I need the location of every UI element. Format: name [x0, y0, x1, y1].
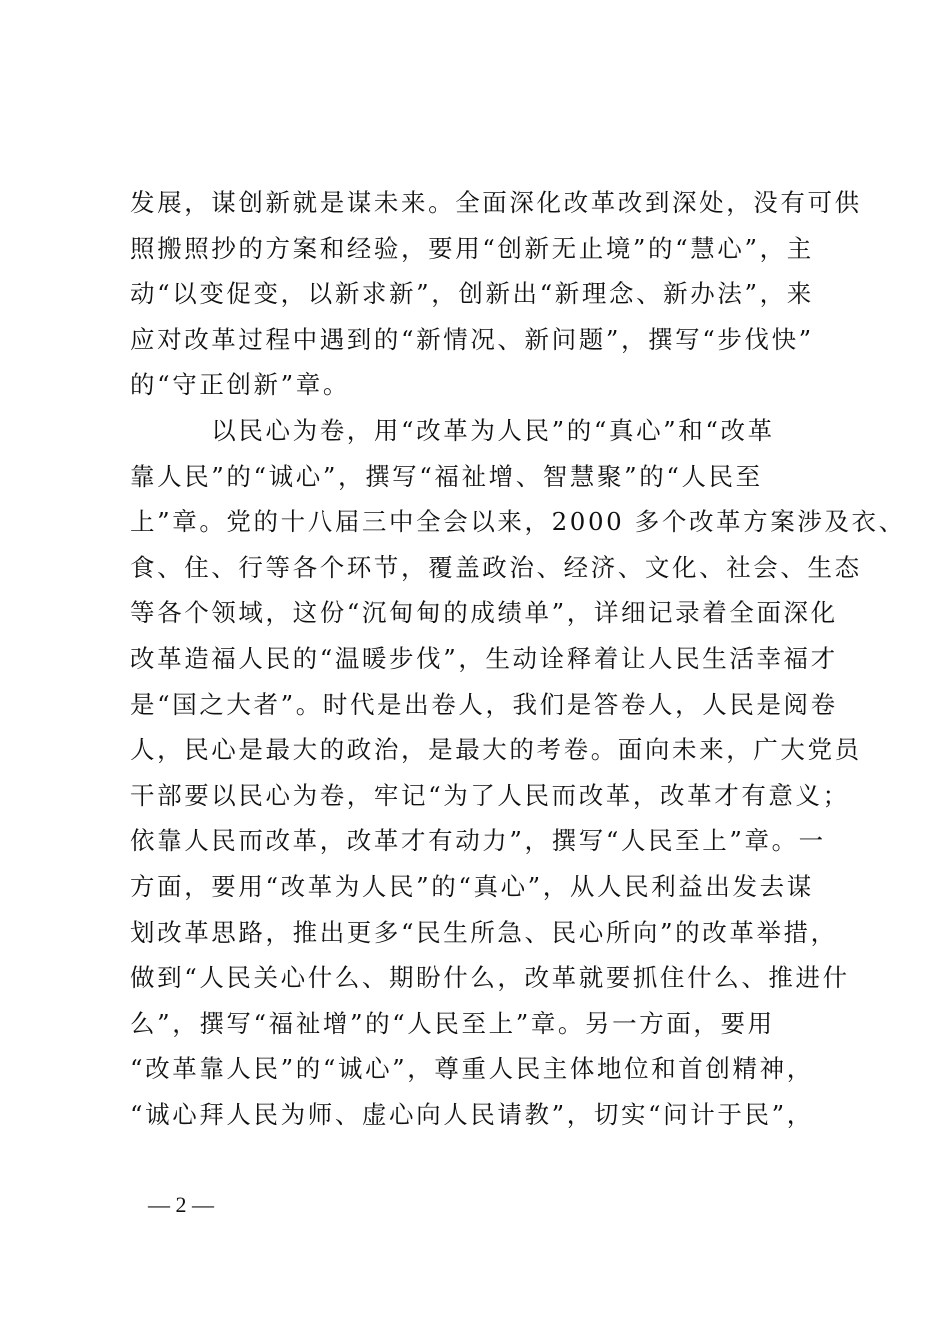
text-line: “诚心拜人民为师、虚心向人民请教”，切实“问计于民”，	[130, 1099, 814, 1129]
text-line: 划改革思路，推出更多“民生所急、民心所向”的改革举措，	[130, 917, 838, 947]
text-line: “改革靠人民”的“诚心”，尊重人民主体地位和首创精神，	[130, 1054, 814, 1084]
text-line: 发展，谋创新就是谋未来。全面深化改革改到深处，没有可供	[130, 188, 862, 217]
text-line: 干部要以民心为卷，牢记“为了人民而改革，改革才有意义；	[130, 780, 850, 810]
text-line: 动“以变促变，以新求新”，创新出“新理念、新办法”，来	[130, 279, 814, 309]
page-number: — 2 —	[148, 1192, 214, 1217]
text-line: 改革造福人民的“温暖步伐”，生动诠释着让人民生活幸福才	[130, 643, 838, 673]
text-line: 人，民心是最大的政治，是最大的考卷。面向未来，广大党员	[130, 735, 862, 765]
text-line: 是“国之大者”。时代是出卷人，我们是答卷人，人民是阅卷	[130, 689, 838, 719]
text-line: 食、住、行等各个环节，覆盖政治、经济、文化、社会、生态	[130, 552, 862, 582]
text-line: 等各个领域，这份“沉甸甸的成绩单”，详细记录着全面深化	[130, 598, 838, 628]
text-line: 应对改革过程中遇到的“新情况、新问题”，撰写“步伐快”	[130, 324, 814, 354]
text-line: 的“守正创新”章。	[130, 370, 350, 400]
text-line: 靠人民”的“诚心”，撰写“福祉增、智慧聚”的“人民至	[130, 461, 763, 491]
text-line: 依靠人民而改革，改革才有动力”，撰写“人民至上”章。一	[130, 826, 826, 856]
paragraph-start-line: 以民心为卷，用“改革为人民”的“真心”和“改革	[130, 415, 775, 445]
text-line: 么”，撰写“福祉增”的“人民至上”章。另一方面，要用	[130, 1008, 775, 1038]
text-line: 方面，要用“改革为人民”的“真心”，从人民利益出发去谋	[130, 871, 814, 901]
text-line: 上”章。党的十八届三中全会以来，2000 多个改革方案涉及衣、	[130, 507, 906, 537]
text-line: 照搬照抄的方案和经验，要用“创新无止境”的“慧心”，主	[130, 233, 814, 263]
text-line: 做到“人民关心什么、期盼什么，改革就要抓住什么、推进什	[130, 963, 850, 993]
body-text	[130, 180, 906, 1137]
